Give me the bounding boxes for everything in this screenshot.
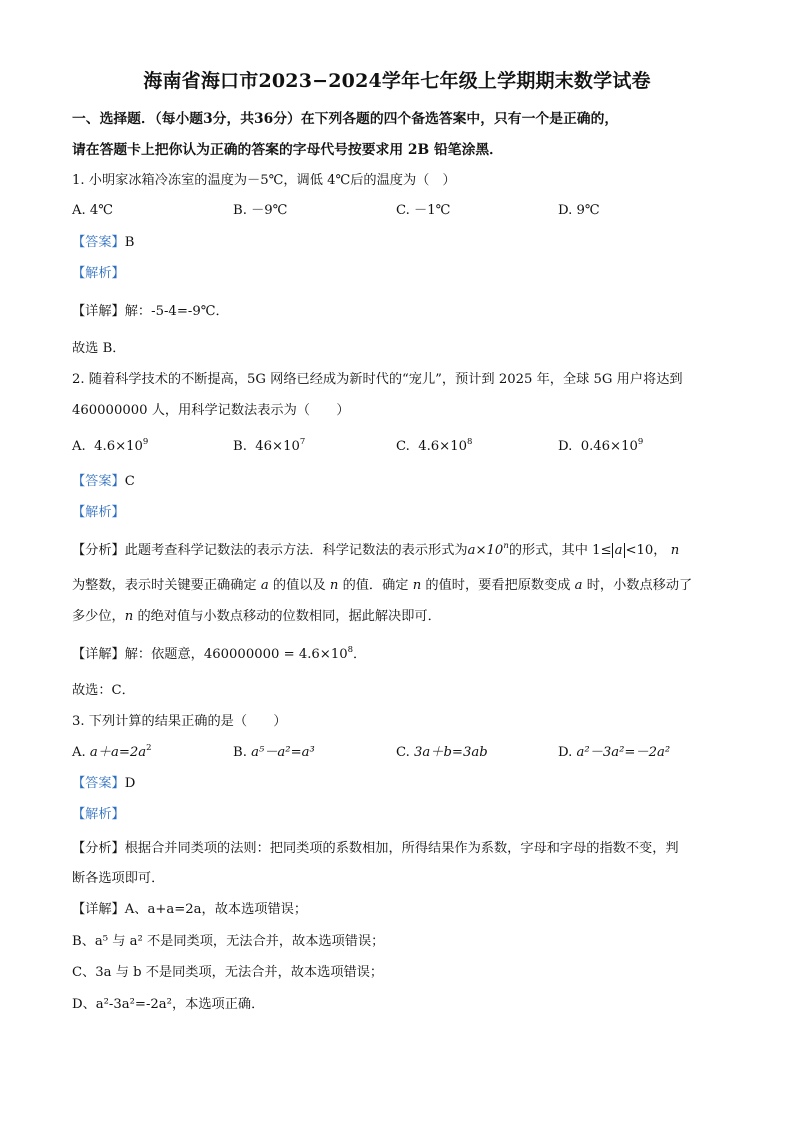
analysis-tag: 【解析】 (72, 505, 125, 520)
q2-fenxi-line1: 【分析】此题考查科学记数法的表示方法．科学记数法的表示形式为$a\times 10^n$的形式，其中 1≤ a <10， n (72, 541, 680, 558)
q3-answer-line (72, 775, 732, 793)
fenxi-tag: 【分析】 (72, 543, 125, 558)
q3-stem: 3. 下列计算的结果正确的是（ ） (72, 714, 287, 729)
q1-option-d: D. 9℃ (558, 203, 600, 218)
q3-detail-line-b: B、a⁵ 与 a² 不是同类项，无法合并，故本选项错误； (72, 934, 385, 949)
q1-detail-line (72, 303, 732, 321)
q1-analysis-line (72, 265, 732, 283)
q2-fenxi-line2: 为整数，表示时关键要正确确定 a 的值以及 n 的值．确定 n 的值时，要看把原数变成 a 时，小数点移动了 (72, 578, 693, 593)
analysis-tag: 【解析】 (72, 266, 125, 281)
q1-detail: 解：-5-4=-9℃． (124, 304, 229, 319)
section-heading-line2: 请在答题卡上把你认为正确的答案的字母代号按要求用 2B 铅笔涂黑． (72, 142, 503, 158)
answer-tag: 【答案】 (72, 474, 125, 489)
q3-option-d: D. a²－3a²=－2a² (558, 745, 671, 760)
detail-tag: 【详解】 (72, 647, 125, 662)
q3-option-b: B. a⁵－a²=a³ (233, 745, 315, 760)
q2-option-b: B. $46\times 10^7$ (233, 437, 306, 454)
q1-option-b: B. －9℃ (233, 203, 288, 218)
q1-option-a: A. 4℃ (72, 203, 114, 218)
q2-detail-line: 【详解】解：依题意，$460000000 = 4.6\times 10^8$． (72, 645, 367, 662)
q3-fenxi-line2: 断各选项即可． (72, 871, 165, 886)
q3-answer: D (124, 776, 136, 791)
q3-analysis-line (72, 806, 732, 824)
abs-a: a (612, 543, 626, 558)
q3-fenxi-line1: 【分析】根据合并同类项的法则：把同类项的系数相加，所得结果作为系数，字母和字母的指数不变，判 (72, 841, 679, 856)
q1-answer-line (72, 234, 732, 252)
q2-fenxi-line3: 多少位，n 的绝对值与小数点移动的位数相同，据此解决即可． (72, 609, 441, 624)
page-title: 海南省海口市2023−2024学年七年级上学期期末数学试卷 (143, 70, 651, 92)
q2-analysis-line (72, 504, 732, 522)
section-heading-line1: 一、选择题．（每小题3分，共36分）在下列各题的四个备选答案中，只有一个是正确的， (72, 111, 619, 127)
q2-stem-line2: 460000000 人，用科学记数法表示为（ ） (72, 403, 350, 418)
answer-tag: 【答案】 (72, 235, 125, 250)
q1-answer: B (124, 235, 135, 250)
q3-detail-line-c: C、3a 与 b 不是同类项，无法合并，故本选项错误； (72, 965, 384, 980)
answer-tag: 【答案】 (72, 776, 125, 791)
analysis-tag: 【解析】 (72, 807, 125, 822)
q3-option-a: A. $a+a=2a^2$ (72, 743, 152, 760)
q3-detail-line-a: 【详解】A、a+a=2a，故本选项错误； (72, 902, 308, 917)
q1-option-c: C. －1℃ (396, 203, 451, 218)
q2-option-a: A. $4.6\times 10^9$ (72, 437, 149, 454)
q2-answer: C (124, 474, 135, 489)
q2-stem-line1: 2. 随着科学技术的不断提高，5G 网络已经成为新时代的“宠儿”，预计到 2025 年，全球 5G 用户将达到 (72, 372, 683, 387)
q2-conclusion: 故选：C． (72, 683, 135, 698)
q2-answer-line (72, 473, 732, 491)
detail-tag: 【详解】 (72, 902, 125, 917)
q3-option-c: C. 3a＋b=3ab (396, 745, 488, 760)
detail-tag: 【详解】 (72, 304, 125, 319)
fenxi-tag: 【分析】 (72, 841, 125, 856)
q1-stem: 1. 小明家冰箱冷冻室的温度为－5℃，调低 4℃后的温度为（ ） (72, 173, 456, 188)
q2-option-d: D. $0.46\times 10^9$ (558, 437, 644, 454)
q3-detail-line-d: D、a²-3a²=-2a²，本选项正确． (72, 997, 265, 1012)
q1-conclusion: 故选 B． (72, 341, 126, 356)
q2-option-c: C. $4.6\times 10^8$ (396, 437, 473, 454)
